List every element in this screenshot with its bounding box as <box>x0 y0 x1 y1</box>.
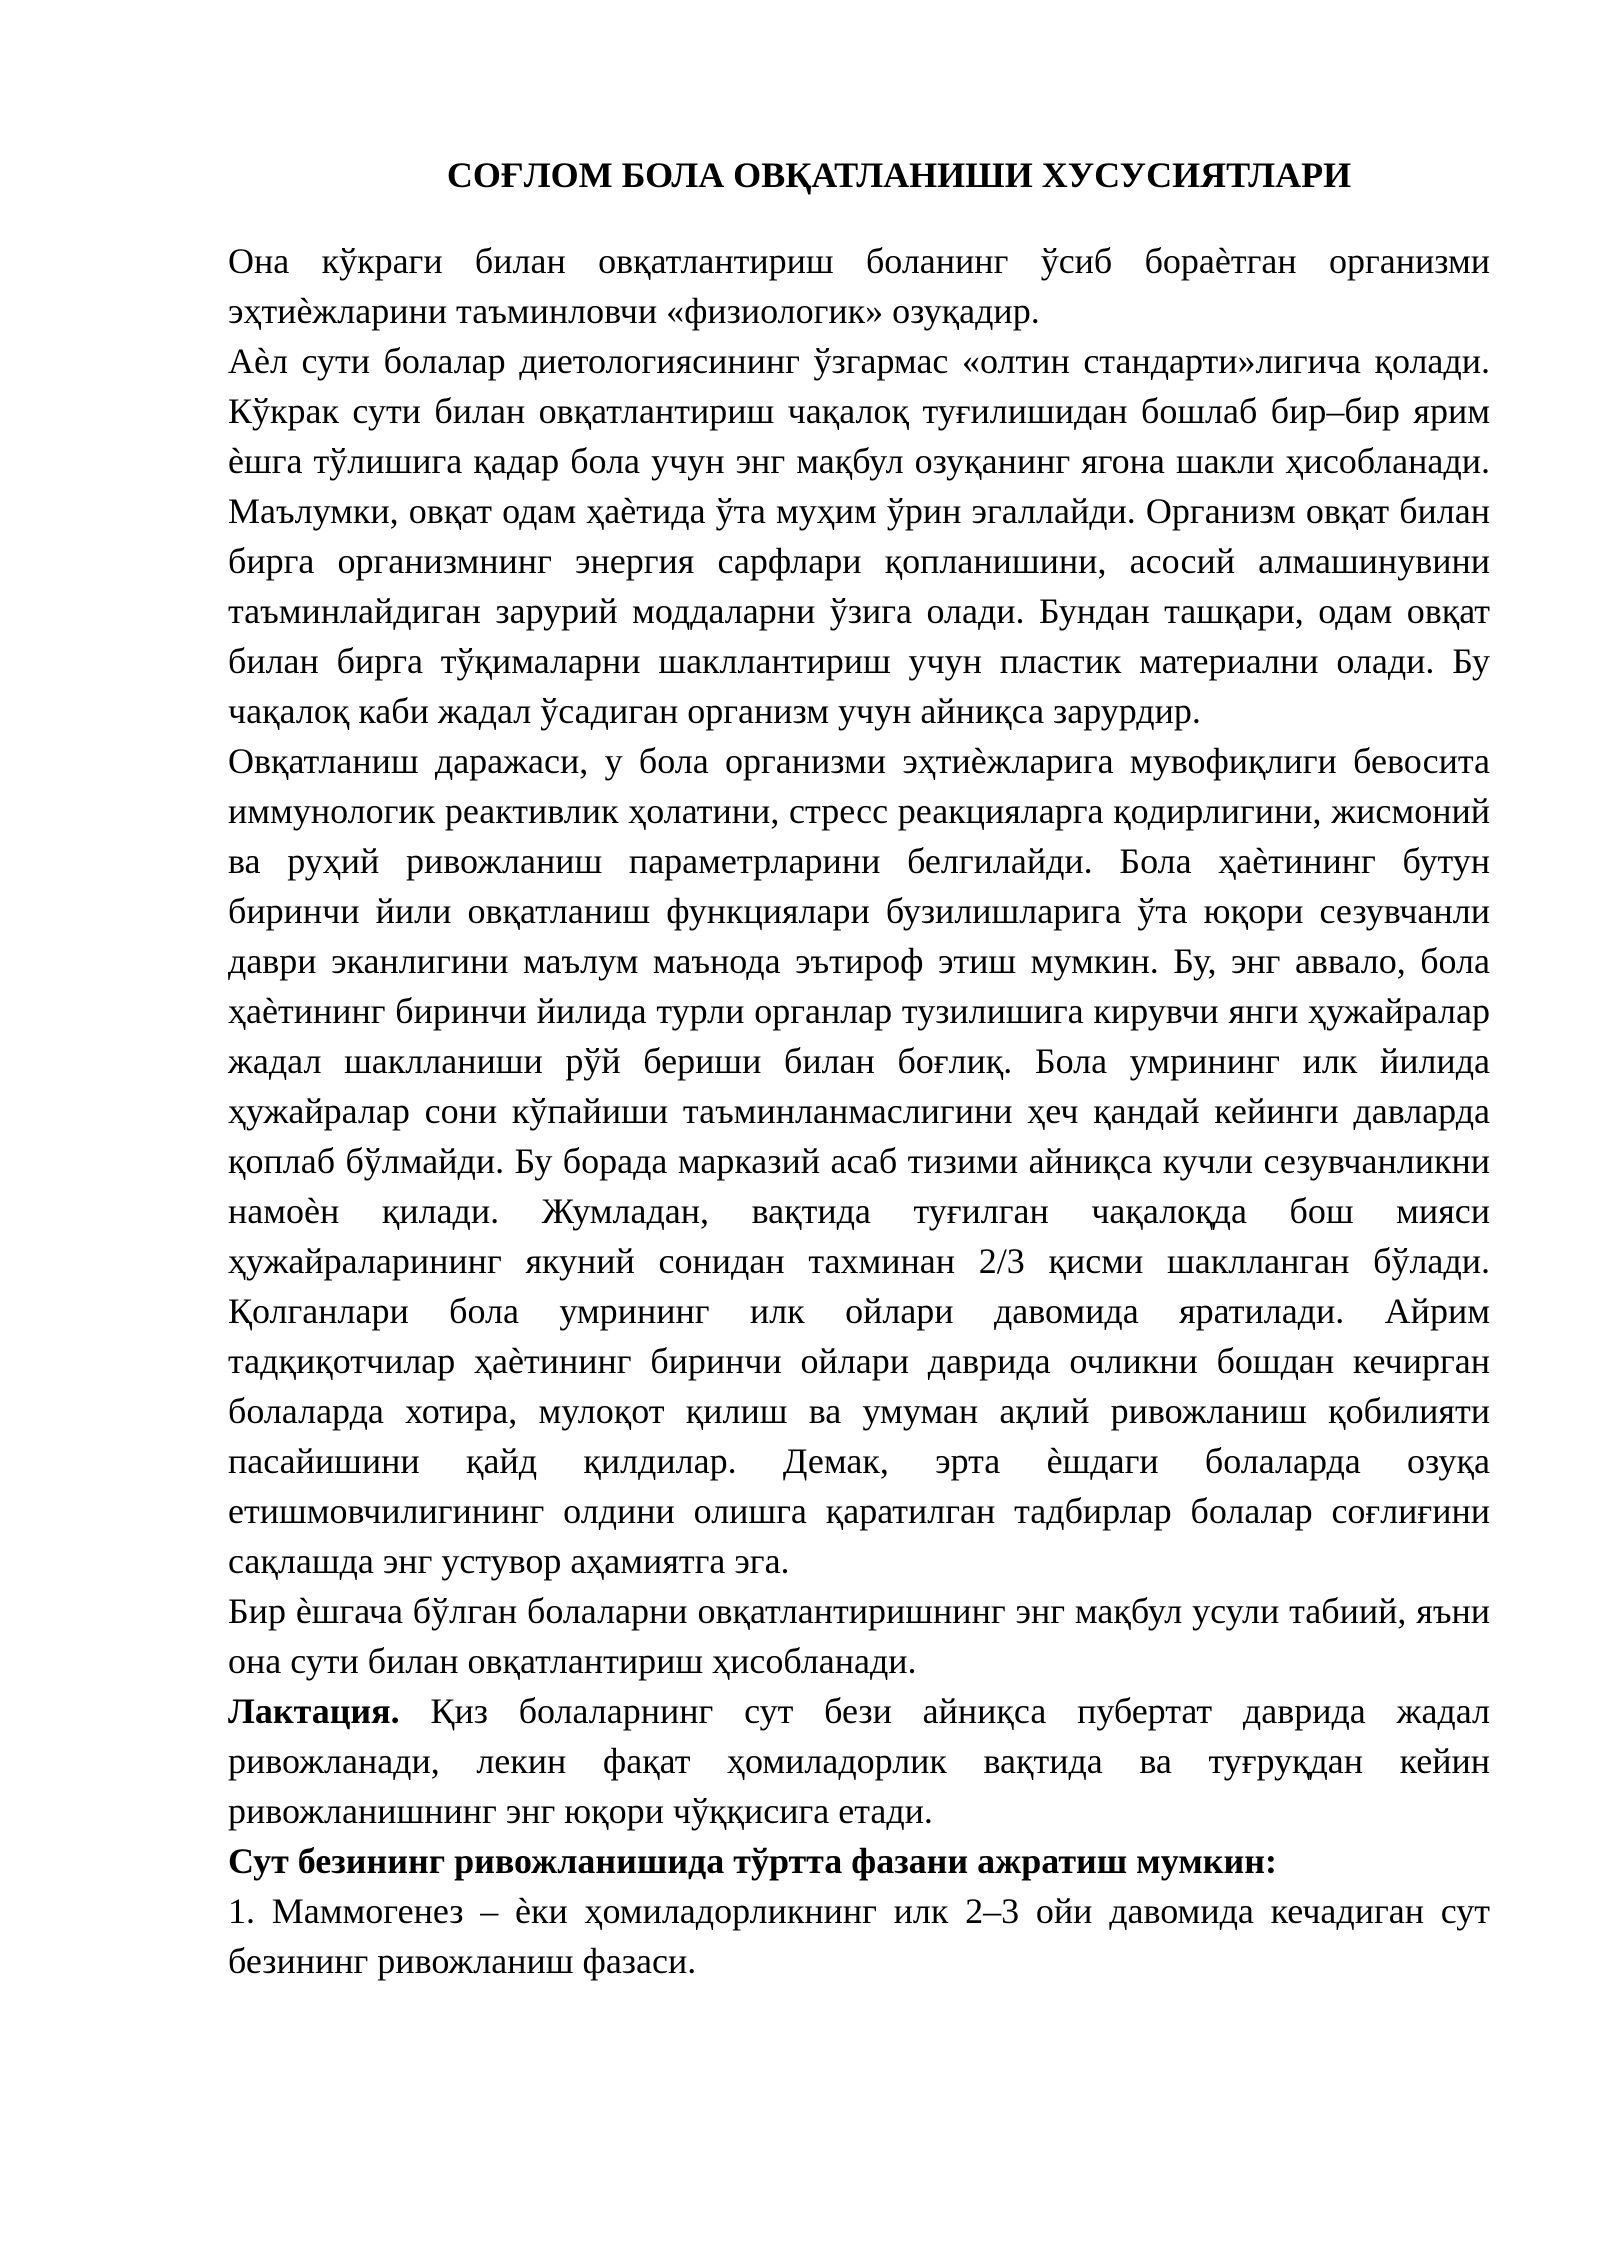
paragraph-lactation <box>228 1686 1490 1836</box>
paragraph-intro: Она кўкраги билан овқатлантириш боланинг ўсиб бораѐтган организми эҳтиѐжларини таъминловчи «физиологик» озуқадир. <box>228 241 1490 331</box>
document-title: СОҒЛОМ БОЛА ОВҚАТЛАНИШИ ХУСУСИЯТЛАРИ <box>446 155 1352 195</box>
paragraph-breast-milk: Аѐл сути болалар диетологиясининг ўзгармас «олтин стандарти»лигича қолади. Кўкрак сути билан овқатлантириш чақалоқ туғилишидан бошлаб бир–бир ярим ѐшга тўлишига қадар бола учун энг мақбул озуқанинг ягона шакли ҳисобланади. Маълумки, овқат одам ҳаѐтида ўта муҳим ўрин эгаллайди. Организм овқат билан бирга организмнинг энергия сарфлари қопланишини, асосий алмашинувини таъминлайдиган зарурий моддаларни ўзига олади. Бундан ташқари, одам овқат билан бирга тўқималарни шакллантириш учун пластик материални олади. Бу чақалоқ каби жадал ўсадиган организм учун айниқса зарурдир. <box>228 341 1490 731</box>
paragraph-best-method: Бир ѐшгача бўлган болаларни овқатлантиришнинг энг мақбул усули табиий, яъни она сути билан овқатлантириш ҳисобланади. <box>228 1591 1490 1681</box>
document-body <box>228 236 1490 1986</box>
phases-heading: Сут безининг ривожланишида тўртта фазани ажратиш мумкин: <box>228 1841 1277 1881</box>
phase-item-1: 1. Маммогенез – ѐки ҳомиладорликнинг илк 2–3 ойи давомида кечадиган сут безининг ривожланиш фазаси. <box>228 1891 1490 1981</box>
lactation-term: Лактация. <box>228 1691 400 1731</box>
lactation-text: Қиз болаларнинг сут бези айниқса пубертат даврида жадал ривожланади, лекин фақат ҳомиладорлик вақтида ва туғруқдан кейин ривожланишнинг энг юқори чўққисига етади. <box>228 1691 1490 1831</box>
paragraph-nutrition-level: Овқатланиш даражаси, у бола организми эҳтиѐжларига мувофиқлиги бевосита иммунологик реактивлик ҳолатини, стресс реакцияларга қодирлигини, жисмоний ва руҳий ривожланиш параметрларини белгилайди. Бола ҳаѐтининг бутун биринчи йили овқатланиш функциялари бузилишларига ўта юқори сезувчанли даври эканлигини маълум маънода эътироф этиш мумкин. Бу, энг аввало, бола ҳаѐтининг биринчи йилида турли органлар тузилишига кирувчи янги ҳужайралар жадал шаклланиши рўй бериши билан боғлиқ. Бола умрининг илк йилида ҳужайралар сони кўпайиши таъминланмаслигини ҳеч қандай кейинги давларда қоплаб бўлмайди. Бу борада марказий асаб тизими айниқса кучли сезувчанликни намоѐн қилади. Жумладан, вақтида туғилган чақалоқда бош мияси ҳужайраларининг якуний сонидан тахминан 2/3 қисми шаклланган бўлади. Қолганлари бола умрининг илк ойлари давомида яратилади. Айрим тадқиқотчилар ҳаѐтининг биринчи ойлари даврида очликни бошдан кечирган болаларда хотира, мулоқот қилиш ва умуман ақлий ривожланиш қобилияти пасайишини қайд қилдилар. Демак, эрта ѐшдаги болаларда озуқа етишмовчилигининг олдини олишга қаратилган тадбирлар болалар соғлиғини сақлашда энг устувор аҳамиятга эга. <box>228 741 1490 1581</box>
